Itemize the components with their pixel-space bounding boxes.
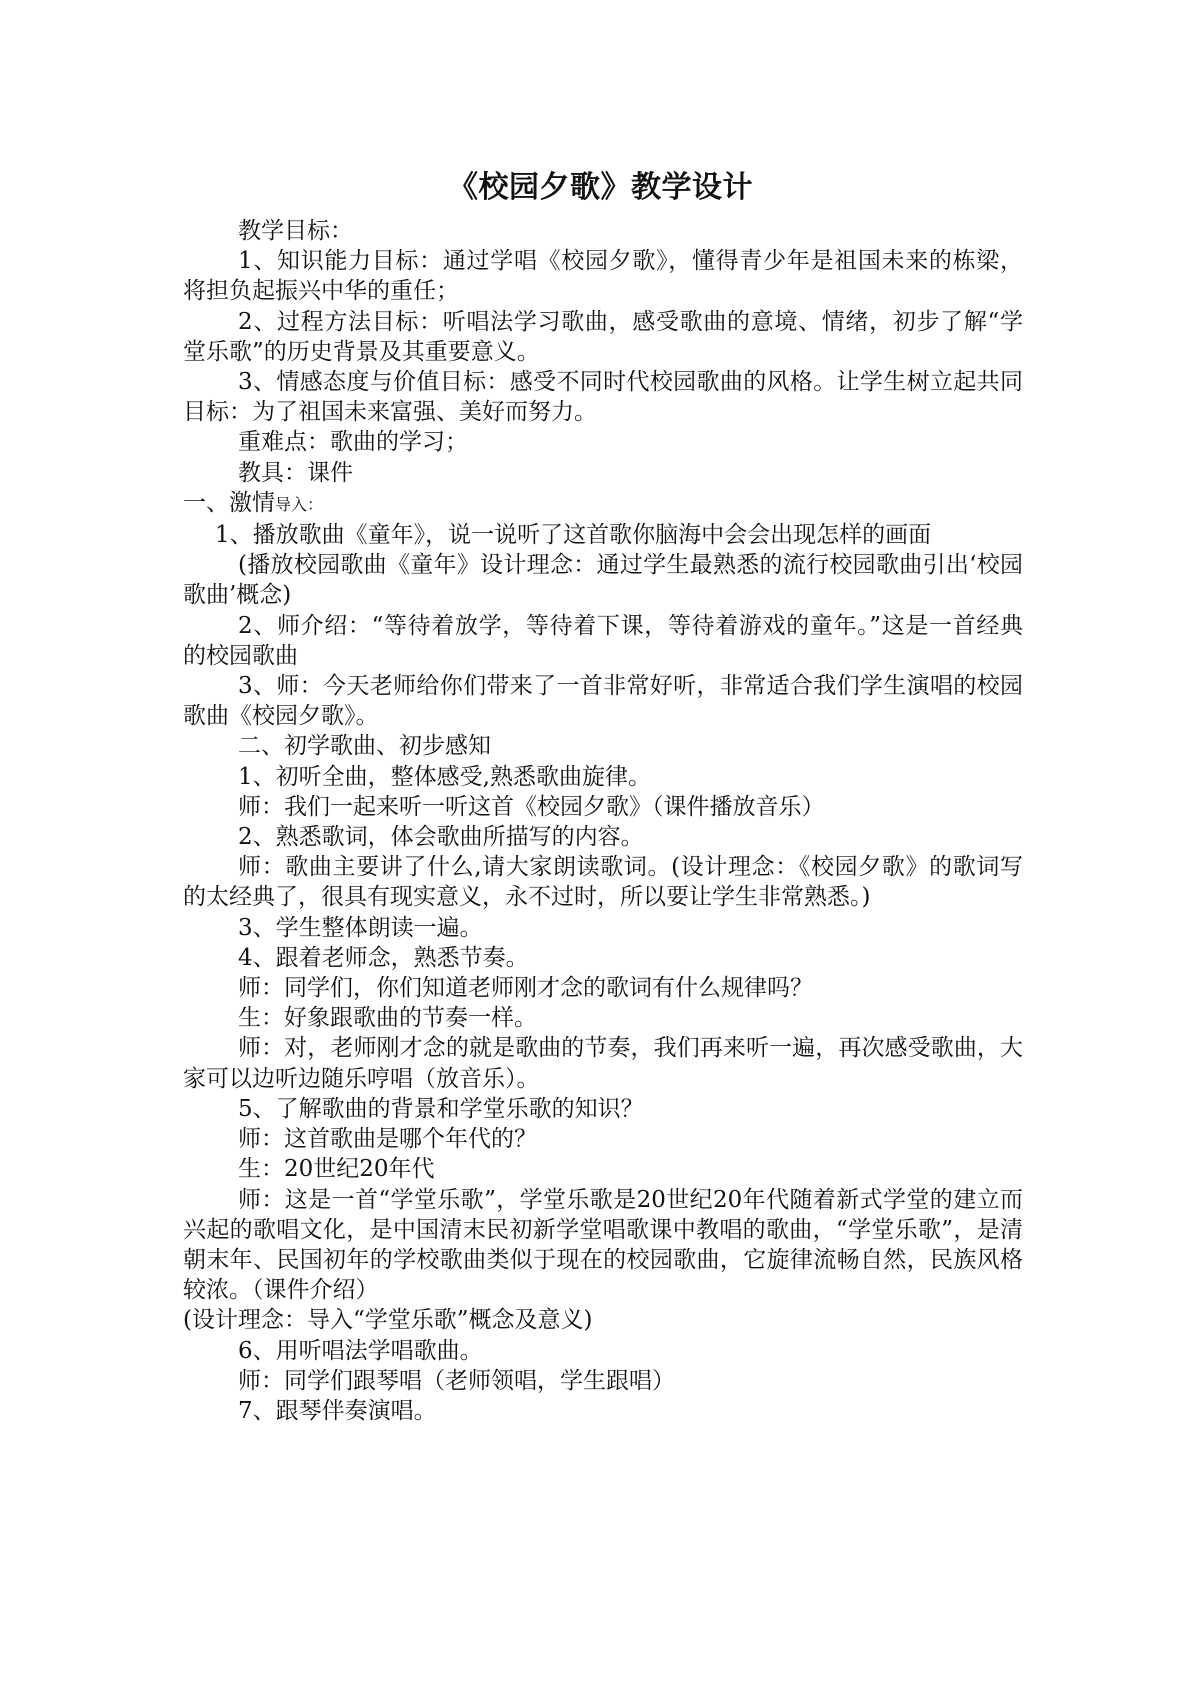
paragraph: (播放校园歌曲《童年》设计理念：通过学生最熟悉的流行校园歌曲引出‘校园歌曲’概念)	[183, 552, 1023, 609]
paragraph: 1、播放歌曲《童年》，说一说听了这首歌你脑海中会会出现怎样的画面	[215, 522, 932, 549]
paragraph: 师：对，老师刚才念的就是歌曲的节奏，我们再来听一遍，再次感受歌曲，大家可以边听边随乐哼唱（放音乐）。	[183, 1035, 1023, 1092]
paragraph: 教具：课件	[238, 459, 353, 486]
paragraph: 5、了解歌曲的背景和学堂乐歌的知识？	[238, 1095, 644, 1122]
paragraph: 3、师：今天老师给你们带来了一首非常好听，非常适合我们学生演唱的校园歌曲《校园夕歌》。	[183, 673, 1023, 730]
paragraph: 6、用听唱法学唱歌曲。	[238, 1337, 483, 1364]
paragraph: 重难点：歌曲的学习；	[238, 429, 468, 456]
paragraph: (设计理念：导入“学堂乐歌”概念及意义)	[183, 1307, 593, 1334]
paragraph: 2、过程方法目标：听唱法学习歌曲，感受歌曲的意境、情绪，初步了解“学堂乐歌”的历史背景及其重要意义。	[183, 308, 1023, 365]
paragraph: 7、跟琴伴奏演唱。	[238, 1397, 437, 1424]
paragraph: 生：20世纪20年代	[238, 1156, 435, 1183]
paragraph: 生：好象跟歌曲的节奏一样。	[238, 1005, 537, 1032]
document-title: 《校园夕歌》教学设计	[448, 170, 753, 205]
paragraph: 师：歌曲主要讲了什么,请大家朗读歌词。(设计理念：《校园夕歌》的歌词写的太经典了，很具有现实意义，永不过时，所以要让学生非常熟悉。)	[183, 854, 1023, 911]
paragraph: 3、情感态度与价值目标：感受不同时代校园歌曲的风格。让学生树立起共同目标：为了祖国未来富强、美好而努力。	[183, 369, 1023, 426]
paragraph: 师：这首歌曲是哪个年代的？	[238, 1126, 537, 1153]
section-heading	[183, 488, 1023, 520]
paragraph: 2、熟悉歌词，体会歌曲所描写的内容。	[238, 824, 644, 851]
paragraph: 1、知识能力目标：通过学唱《校园夕歌》，懂得青少年是祖国未来的栋梁，将担负起振兴中华的重任；	[183, 248, 1023, 305]
paragraph: 师：同学们，你们知道老师刚才念的歌词有什么规律吗？	[238, 975, 813, 1002]
paragraph: 师：这是一首“学堂乐歌”，学堂乐歌是20世纪20年代随着新式学堂的建立而兴起的歌唱文化，是中国清末民初新学堂唱歌课中教唱的歌曲，“学堂乐歌”，是清朝末年、民国初年的学校歌曲类似于现在的校园歌曲，它旋律流畅自然，民族风格较浓。（课件介绍）	[183, 1186, 1023, 1304]
paragraph: 师：同学们跟琴唱（老师领唱，学生跟唱）	[238, 1367, 675, 1394]
paragraph: 2、师介绍：“等待着放学，等待着下课，等待着游戏的童年。”这是一首经典的校园歌曲	[183, 612, 1023, 669]
paragraph: 1、初听全曲，整体感受,熟悉歌曲旋律。	[238, 763, 651, 790]
paragraph: 3、学生整体朗读一遍。	[238, 914, 483, 941]
document-body	[183, 216, 1023, 1426]
section-heading: 二、初学歌曲、初步感知	[238, 733, 491, 760]
section-heading-text: 一、激情	[183, 489, 275, 516]
paragraph: 4、跟着老师念，熟悉节奏。	[238, 944, 529, 971]
paragraph: 教学目标：	[238, 218, 353, 244]
section-heading-suffix: 导入：	[275, 494, 324, 514]
paragraph: 师：我们一起来听一听这首《校园夕歌》（课件播放音乐）	[238, 793, 825, 820]
